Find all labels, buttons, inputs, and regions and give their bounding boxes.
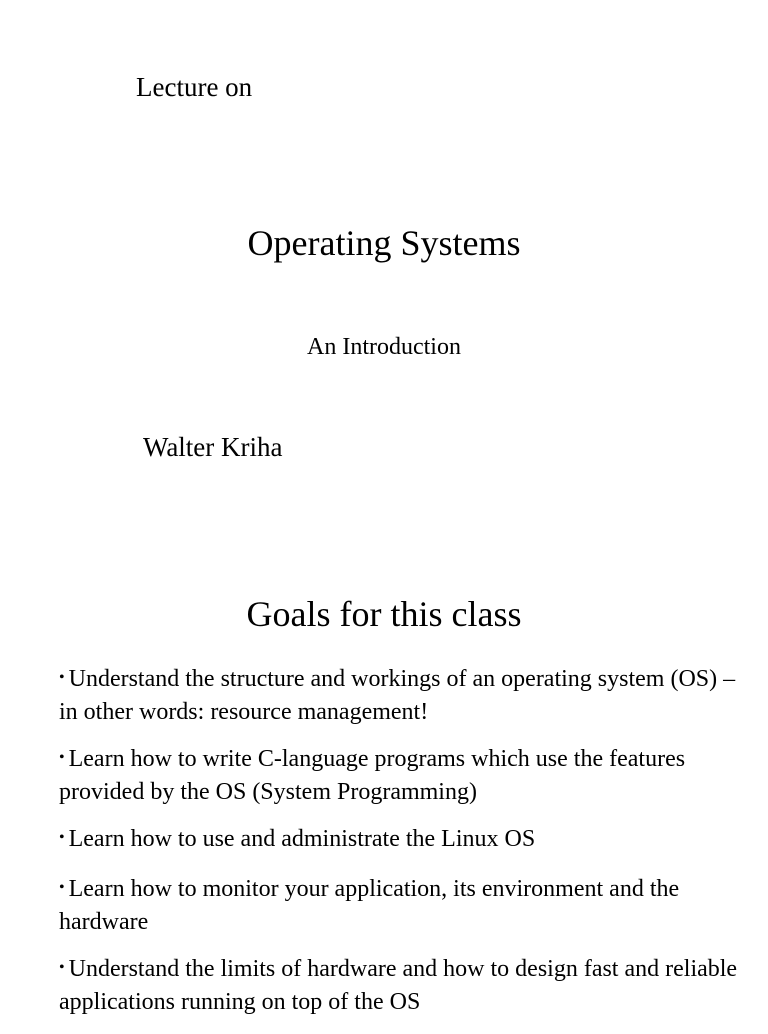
goal-item	[59, 744, 739, 808]
goal-text: Understand the structure and workings of an operating system (OS) – in other words: resource management!	[59, 666, 736, 725]
bullet-icon: •	[59, 669, 65, 686]
lecture-on-label: Lecture on	[136, 72, 253, 102]
lecture-title: Operating Systems	[247, 223, 521, 263]
bullet-icon: •	[59, 749, 65, 766]
goals-list	[59, 664, 739, 1034]
goal-text: Learn how to monitor your application, its environment and the hardware	[59, 876, 680, 935]
goal-item	[59, 954, 739, 1018]
goal-text: Learn how to use and administrate the Linux OS	[68, 826, 536, 852]
bullet-icon: •	[59, 959, 65, 976]
goal-item	[59, 874, 739, 938]
goal-text: Learn how to write C-language programs which use the features provided by the OS (System Programming)	[59, 746, 686, 805]
goal-item	[59, 664, 739, 728]
goals-title: Goals for this class	[246, 594, 522, 634]
bullet-icon: •	[59, 879, 65, 896]
bullet-icon: •	[59, 829, 65, 846]
goals-slide	[0, 560, 768, 1024]
goal-text: Understand the limits of hardware and how to design fast and reliable applications running on top of the OS	[59, 956, 738, 1015]
author-name: Walter Kriha	[143, 432, 283, 462]
goal-item	[59, 824, 739, 857]
lecture-subtitle: An Introduction	[307, 334, 461, 360]
